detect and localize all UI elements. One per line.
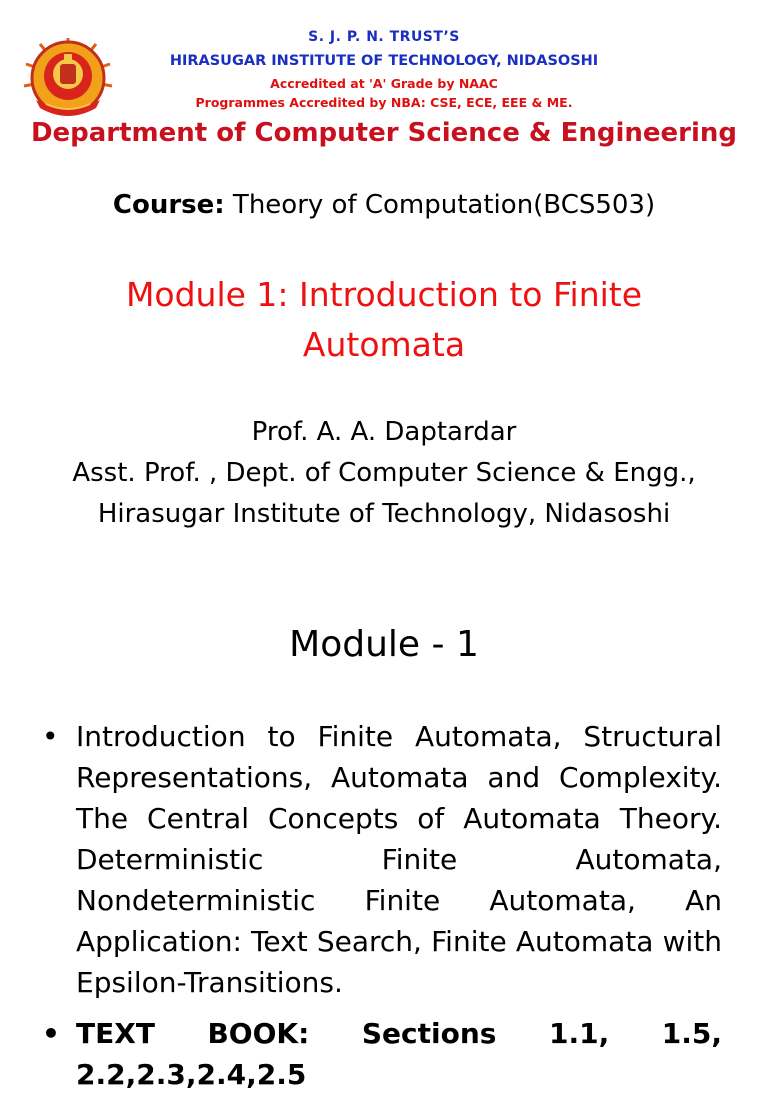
module-title: Module 1: Introduction to Finite Automata: [125, 275, 643, 364]
bullet-icon: •: [42, 1017, 60, 1050]
bullet-icon: •: [42, 720, 59, 753]
slide-title: Module - 1: [289, 624, 479, 665]
list-item: [40, 716, 722, 1003]
list-item: [40, 1013, 722, 1095]
course-name: Theory of Computation(BCS503): [224, 190, 656, 220]
bullet-text: Introduction to Finite Automata, Structural Representations, Automata and Complexity. The Central Concepts of Automata Theory. Deterministic Finite Automata, Nondeterministic Finite Automata, An Application: Text Search, Finite Automata with Epsilon-Transitions.: [76, 720, 722, 999]
institute-name: HIRASUGAR INSTITUTE OF TECHNOLOGY, NIDASOSHI: [169, 53, 599, 69]
author-block: [0, 412, 768, 535]
bullet-text: TEXT BOOK: Sections 1.1, 1.5, 2.2,2.3,2.4,2.5: [76, 1017, 722, 1091]
course-line: [0, 190, 768, 220]
author-designation: Asst. Prof. , Dept. of Computer Science & Engg.,: [72, 458, 696, 488]
department-title: Department of Computer Science & Engineering: [30, 118, 738, 148]
author-institute: Hirasugar Institute of Technology, Nidasoshi: [97, 499, 671, 529]
nba-accreditation: Programmes Accredited by NBA: CSE, ECE, EEE & ME.: [195, 95, 573, 110]
author-name: Prof. A. A. Daptardar: [251, 417, 517, 447]
course-label: Course:: [112, 190, 225, 220]
bullet-list: [40, 716, 722, 1105]
naac-accreditation: Accredited at 'A' Grade by NAAC: [270, 76, 498, 91]
trust-name: S. J. P. N. TRUST’S: [308, 29, 460, 45]
